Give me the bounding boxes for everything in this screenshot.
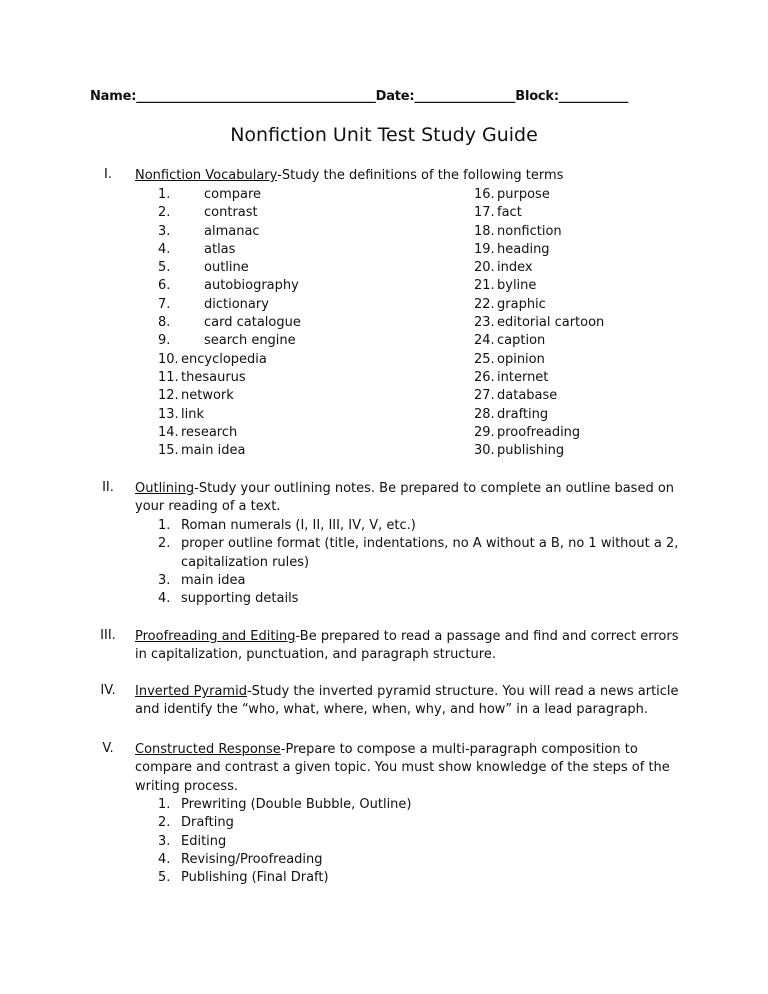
section-numeral: II. [102, 480, 114, 495]
section-numeral: V. [102, 741, 114, 756]
vocab-list-left [158, 186, 301, 460]
list-item: 30. publishing [474, 443, 565, 459]
section-body: -Be prepared to read a passage and find and correct errors in capitalization, punctuation, and paragraph structure. [135, 629, 679, 663]
list-item: 18. nonfiction [474, 223, 562, 239]
block-blank: ___________ [558, 89, 629, 104]
list-item: 28. drafting [474, 406, 549, 422]
list-item: 25. opinion [474, 351, 545, 367]
vocab-list-right [474, 186, 604, 460]
name-label: Name: [90, 89, 137, 104]
page-title: Nonfiction Unit Test Study Guide [230, 124, 538, 146]
list-item: 2. proper outline format (title, indentations, no A without a B, no 1 without a 2, capitalization rules) [158, 536, 679, 570]
list-item: 29. proofreading [474, 424, 581, 440]
section-heading: Inverted Pyramid [135, 684, 247, 699]
section-text [135, 683, 683, 720]
section-numeral: III. [100, 628, 116, 643]
list-item: 22. graphic [474, 296, 546, 312]
name-blank: ______________________________________ [136, 89, 376, 104]
section-heading: Proofreading and Editing [135, 629, 296, 644]
list-item: 2. Drafting [158, 815, 234, 831]
date-label: Date: [375, 89, 415, 104]
section-heading: Constructed Response [135, 742, 281, 757]
list-item: 3. main idea [158, 572, 246, 588]
section-text [135, 741, 683, 796]
section-body: -Study the inverted pyramid structure. You will read a news article and identify the “who, what, where, when, why, and how” in a lead paragraph. [135, 684, 679, 718]
list-item: 10. encyclopedia [158, 351, 267, 367]
header-line [90, 89, 628, 104]
section-heading: Nonfiction Vocabulary [135, 168, 278, 183]
list-item: 24. caption [474, 333, 546, 349]
list-item: 1. Prewriting (Double Bubble, Outline) [158, 797, 412, 812]
list-item: 4. atlas [158, 241, 236, 257]
list-item: 8. card catalogue [158, 315, 301, 331]
list-item: 14. research [158, 424, 238, 440]
list-item: 9. search engine [158, 333, 296, 349]
list-item: 15. main idea [158, 443, 246, 459]
section-text [135, 628, 683, 665]
list-item: 3. Editing [158, 833, 227, 849]
list-item: 6. autobiography [158, 278, 299, 294]
block-label: Block: [515, 89, 559, 104]
section-numeral: IV. [100, 683, 116, 698]
list-item: 5. Publishing (Final Draft) [158, 870, 329, 886]
list-item: 21. byline [474, 278, 537, 294]
list-item: 23. editorial cartoon [474, 315, 605, 331]
list-item: 27. database [474, 388, 558, 404]
outline-list [158, 517, 681, 608]
list-item: 1. Roman numerals (I, II, III, IV, V, etc.) [158, 518, 416, 533]
list-item: 3. almanac [158, 223, 260, 239]
list-item: 2. contrast [158, 205, 258, 221]
section-numeral: I. [104, 167, 112, 182]
list-item: 11. thesaurus [158, 369, 246, 385]
list-item: 12. network [158, 388, 234, 404]
section-body: -Study your outlining notes. Be prepared to complete an outline based on your reading of a text. [135, 481, 675, 515]
section-body: -Study the definitions of the following terms [277, 168, 564, 183]
list-item: 17. fact [474, 205, 522, 221]
list-item: 4. Revising/Proofreading [158, 851, 323, 867]
section-body: -Prepare to compose a multi-paragraph composition to compare and contrast a given topic. You must show knowledge of the steps of the writing process. [135, 742, 670, 794]
section-text [135, 480, 683, 517]
list-item: 26. internet [474, 369, 549, 385]
list-item: 19. heading [474, 241, 550, 257]
list-item: 1. compare [158, 187, 262, 202]
list-item: 20. index [474, 260, 533, 276]
list-item: 5. outline [158, 260, 249, 276]
section-heading: Outlining [135, 481, 195, 496]
list-item: 13. link [158, 406, 204, 422]
writing-process-list [158, 796, 412, 887]
list-item: 4. supporting details [158, 591, 299, 607]
list-item: 7. dictionary [158, 296, 269, 312]
section-text [135, 167, 683, 185]
date-blank: ________________ [414, 89, 516, 104]
list-item: 16. purpose [474, 187, 550, 202]
